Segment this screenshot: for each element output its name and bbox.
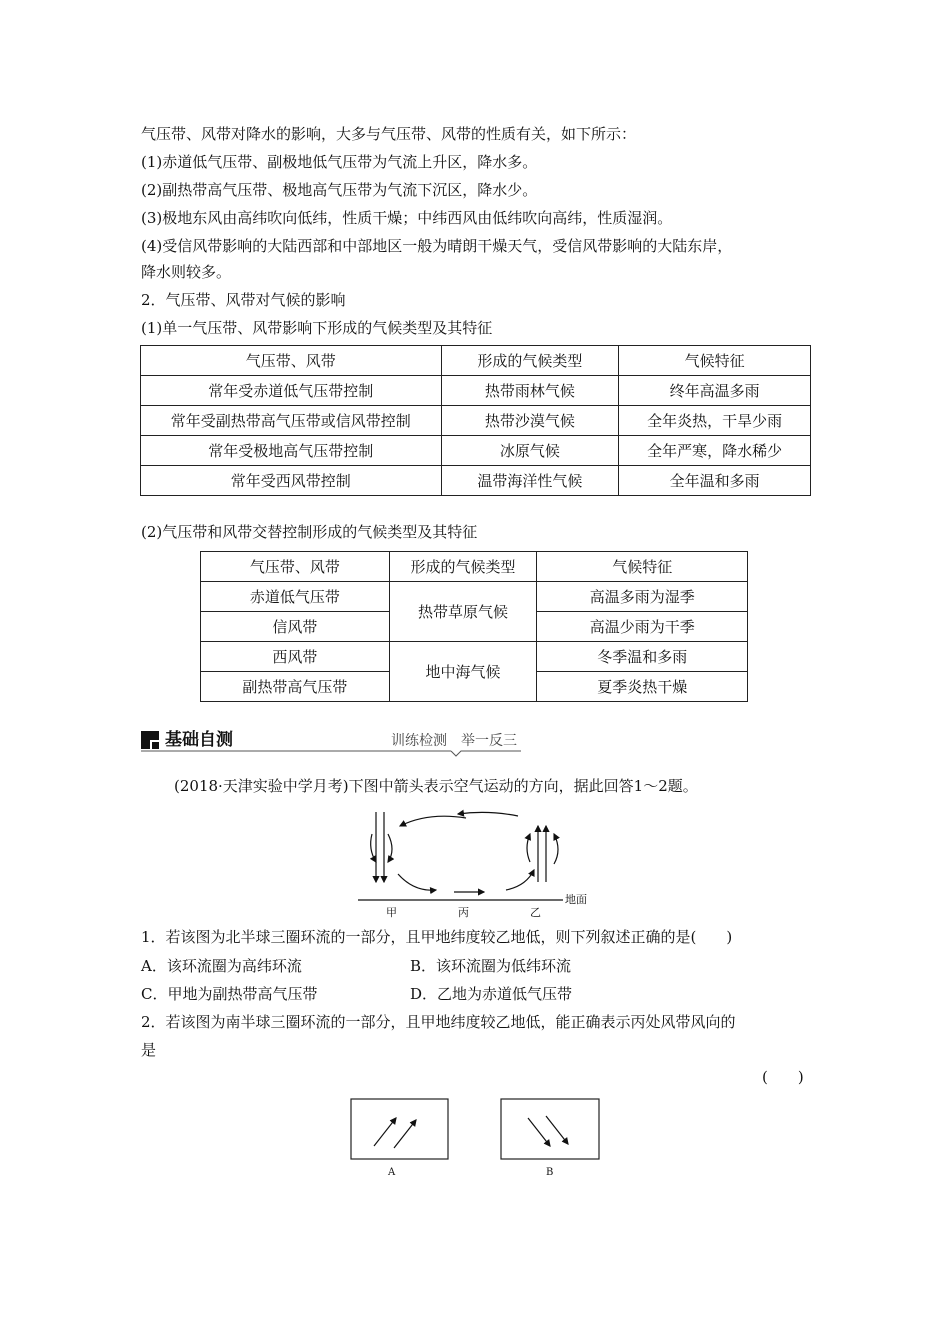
- table-row: [201, 582, 748, 612]
- table-row: [141, 406, 811, 436]
- table-cell: 冰原气候: [441, 436, 619, 466]
- arrow-northeast-icon: [374, 1118, 416, 1148]
- table-cell: 全年温和多雨: [619, 466, 811, 496]
- table-cell-merged: 热带草原气候: [389, 582, 537, 642]
- section-heading: 2．气压带、风带对气候的影响: [141, 291, 346, 309]
- intro-item-1: (1)赤道低气压带、副极地低气压带为气流上升区，降水多。: [141, 153, 538, 171]
- table-cell: 常年受西风带控制: [141, 466, 442, 496]
- q1-option-b: B．该环流圈为低纬环流: [410, 957, 572, 975]
- table-cell: 热带沙漠气候: [441, 406, 619, 436]
- table-header-row: [141, 346, 811, 376]
- table-cell: 信风带: [201, 612, 390, 642]
- airflow-arrows: [371, 812, 558, 892]
- climate-table-alternating: [200, 551, 748, 702]
- table-header-cell: 气压带、风带: [201, 552, 390, 582]
- intro-item-3: (3)极地东风由高纬吹向低纬，性质干燥；中纬西风由低纬吹向高纬，性质湿润。: [141, 209, 673, 227]
- table-header-row: [201, 552, 748, 582]
- intro-lead: 气压带、风带对降水的影响，大多与气压带、风带的性质有关，如下所示：: [141, 125, 637, 143]
- banner-subtitle: 训练检测 举一反三: [391, 733, 517, 749]
- table-cell: 副热带高气压带: [201, 672, 390, 702]
- table-cell: 西风带: [201, 642, 390, 672]
- option-figure-b: [500, 1098, 602, 1180]
- q1-option-c: C．甲地为副热带高气压带: [141, 985, 318, 1003]
- table-cell: 终年高温多雨: [619, 376, 811, 406]
- table-cell: 冬季温和多雨: [537, 642, 748, 672]
- circulation-diagram: [358, 804, 598, 918]
- table-header-cell: 气候特征: [619, 346, 811, 376]
- location-bing-label: 丙: [458, 906, 469, 918]
- exercise-source: (2018·天津实验中学月考)下图中箭头表示空气运动的方向，据此回答1～2题。: [174, 777, 698, 795]
- table-cell: 常年受副热带高气压带或信风带控制: [141, 406, 442, 436]
- intro-item-4: (4)受信风带影响的大陆西部和中部地区一般为晴朗干燥天气，受信风带影响的大陆东岸，: [141, 237, 733, 255]
- question-2-cont: 是: [141, 1041, 157, 1059]
- table-header-cell: 形成的气候类型: [389, 552, 537, 582]
- table-row: [141, 466, 811, 496]
- location-yi-label: 乙: [530, 906, 541, 918]
- table-cell: 夏季炎热干燥: [537, 672, 748, 702]
- ground-label: 地面: [565, 893, 587, 906]
- intro-item-4-cont: 降水则较多。: [141, 263, 232, 281]
- table-row: [141, 376, 811, 406]
- question-2: 2．若该图为南半球三圈环流的一部分，且甲地纬度较乙地低，能正确表示丙处风带风向的: [141, 1013, 736, 1031]
- table-header-cell: 形成的气候类型: [441, 346, 619, 376]
- location-jia-label: 甲: [386, 906, 397, 918]
- table-row: [141, 436, 811, 466]
- q1-option-d: D．乙地为赤道低气压带: [410, 985, 573, 1003]
- option-figure-a: [350, 1098, 450, 1180]
- table-cell: 高温多雨为湿季: [537, 582, 748, 612]
- table-cell: 赤道低气压带: [201, 582, 390, 612]
- question-1: 1．若该图为北半球三圈环流的一部分，且甲地纬度较乙地低，则下列叙述正确的是( ): [141, 928, 733, 946]
- option-a-label: A: [388, 1167, 396, 1178]
- banner-square-icon: [141, 731, 159, 749]
- climate-table-single: [140, 345, 811, 496]
- table-cell: 常年受赤道低气压带控制: [141, 376, 442, 406]
- answer-paren: ( ): [762, 1068, 804, 1086]
- table-cell: 热带雨林气候: [441, 376, 619, 406]
- table-cell: 高温少雨为干季: [537, 612, 748, 642]
- subheading-1: (1)单一气压带、风带影响下形成的气候类型及其特征: [141, 319, 493, 337]
- section-banner: [141, 728, 521, 758]
- table-cell: 温带海洋性气候: [441, 466, 619, 496]
- table-header-cell: 气压带、风带: [141, 346, 442, 376]
- table-header-cell: 气候特征: [537, 552, 748, 582]
- option-b-label: B: [546, 1167, 554, 1178]
- arrow-southeast-icon: [528, 1116, 568, 1146]
- table-cell-merged: 地中海气候: [389, 642, 537, 702]
- table-row: [201, 642, 748, 672]
- banner-title: 基础自测: [165, 730, 233, 750]
- table-cell: 常年受极地高气压带控制: [141, 436, 442, 466]
- table-cell: 全年炎热，干旱少雨: [619, 406, 811, 436]
- q1-option-a: A．该环流圈为高纬环流: [141, 957, 302, 975]
- subheading-2: (2)气压带和风带交替控制形成的气候类型及其特征: [141, 523, 478, 541]
- table-cell: 全年严寒，降水稀少: [619, 436, 811, 466]
- intro-item-2: (2)副热带高气压带、极地高气压带为气流下沉区，降水少。: [141, 181, 538, 199]
